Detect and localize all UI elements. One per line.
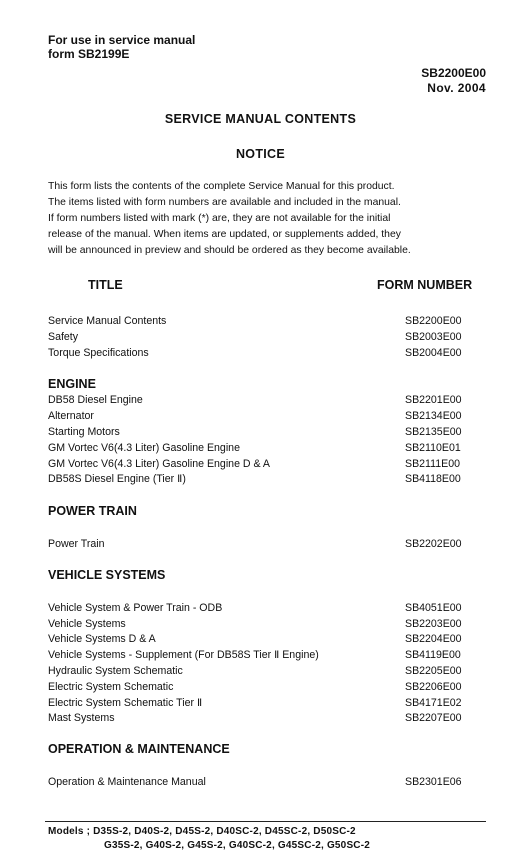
item-title: Starting Motors xyxy=(48,426,120,438)
list-item xyxy=(48,472,470,486)
item-form-number: SB2206E00 xyxy=(405,681,462,693)
list-item xyxy=(48,314,470,328)
item-title: Vehicle System & Power Train - ODB xyxy=(48,602,223,614)
item-title: Electric System Schematic Tier Ⅱ xyxy=(48,697,203,709)
list-item xyxy=(48,457,470,471)
list-item xyxy=(48,648,470,662)
notice-heading: NOTICE xyxy=(235,147,286,161)
item-title: Electric System Schematic xyxy=(48,681,174,693)
item-form-number: SB2204E00 xyxy=(405,633,462,645)
item-form-number: SB2003E00 xyxy=(405,331,462,343)
page-title: SERVICE MANUAL CONTENTS xyxy=(164,112,357,126)
item-form-number: SB4171E02 xyxy=(405,697,462,709)
item-form-number: SB2134E00 xyxy=(405,410,462,422)
section-heading-vehicle-systems: VEHICLE SYSTEMS xyxy=(48,568,166,582)
column-header-title: TITLE xyxy=(88,278,123,292)
item-title: Safety xyxy=(48,331,79,343)
notice-text xyxy=(48,179,488,259)
list-item xyxy=(48,441,470,455)
item-title: Service Manual Contents xyxy=(48,315,167,327)
list-item xyxy=(48,601,470,615)
models-line-1: Models ; D35S-2, D40S-2, D45S-2, D40SC-2, D45SC-2, D50SC-2 xyxy=(48,826,356,837)
issue-date: Nov. 2004 xyxy=(427,81,486,95)
section-heading-engine: ENGINE xyxy=(48,377,96,391)
section-heading-power-train: POWER TRAIN xyxy=(48,504,137,518)
usage-note-line1: For use in service manual xyxy=(48,33,196,47)
item-title: Operation & Maintenance Manual xyxy=(48,776,206,788)
item-form-number: SB4119E00 xyxy=(405,649,461,661)
item-form-number: SB4118E00 xyxy=(405,473,461,485)
list-item xyxy=(48,409,470,423)
item-title: Power Train xyxy=(48,538,105,550)
item-form-number: SB2201E00 xyxy=(405,394,462,406)
notice-line: will be announced in preview and should be ordered as they become available. xyxy=(48,245,411,256)
item-form-number: SB2135E00 xyxy=(405,426,462,438)
notice-line: This form lists the contents of the complete Service Manual for this product. xyxy=(48,181,395,192)
item-title: Hydraulic System Schematic xyxy=(48,665,183,677)
item-form-number: SB2200E00 xyxy=(405,315,462,327)
item-form-number: SB2203E00 xyxy=(405,618,462,630)
list-item xyxy=(48,711,470,725)
item-form-number: SB2111E00 xyxy=(405,458,460,470)
list-item xyxy=(48,775,470,789)
list-item xyxy=(48,632,470,646)
item-title: Vehicle Systems xyxy=(48,618,126,630)
section-heading-operation-maintenance: OPERATION & MAINTENANCE xyxy=(48,742,230,756)
notice-line: If form numbers listed with mark (*) are, they are not available for the initial xyxy=(48,213,391,224)
usage-note-line2: form SB2199E xyxy=(48,47,130,61)
item-title: Vehicle Systems D & A xyxy=(48,633,156,645)
item-title: Vehicle Systems - Supplement (For DB58S Tier Ⅱ Engine) xyxy=(48,649,319,661)
list-item xyxy=(48,664,470,678)
item-title: Alternator xyxy=(48,410,94,422)
item-form-number: SB2207E00 xyxy=(405,712,462,724)
list-item xyxy=(48,330,470,344)
list-item xyxy=(48,393,470,407)
column-header-form-number: FORM NUMBER xyxy=(377,278,473,292)
item-form-number: SB2004E00 xyxy=(405,347,462,359)
item-form-number: SB2110E01 xyxy=(405,442,461,454)
item-form-number: SB4051E00 xyxy=(405,602,462,614)
item-title: GM Vortec V6(4.3 Liter) Gasoline Engine xyxy=(48,442,240,454)
item-title: Mast Systems xyxy=(48,712,115,724)
list-item xyxy=(48,537,470,551)
notice-line: The items listed with form numbers are available and included in the manual. xyxy=(48,197,401,208)
list-item xyxy=(48,617,470,631)
list-item xyxy=(48,680,470,694)
list-item xyxy=(48,696,470,710)
list-item xyxy=(48,346,470,360)
item-title: GM Vortec V6(4.3 Liter) Gasoline Engine D & A xyxy=(48,458,270,470)
models-line-2: G35S-2, G40S-2, G45S-2, G40SC-2, G45SC-2, G50SC-2 xyxy=(104,840,371,851)
notice-line: release of the manual. When items are updated, or supplements added, they xyxy=(48,229,401,240)
list-item xyxy=(48,425,470,439)
item-title: DB58 Diesel Engine xyxy=(48,394,143,406)
footer-divider xyxy=(45,821,486,822)
item-form-number: SB2205E00 xyxy=(405,665,462,677)
item-form-number: SB2202E00 xyxy=(405,538,462,550)
item-title: Torque Specifications xyxy=(48,347,149,359)
item-title: DB58S Diesel Engine (Tier Ⅱ) xyxy=(48,473,186,485)
item-form-number: SB2301E06 xyxy=(405,776,462,788)
form-number-header: SB2200E00 xyxy=(421,66,486,80)
